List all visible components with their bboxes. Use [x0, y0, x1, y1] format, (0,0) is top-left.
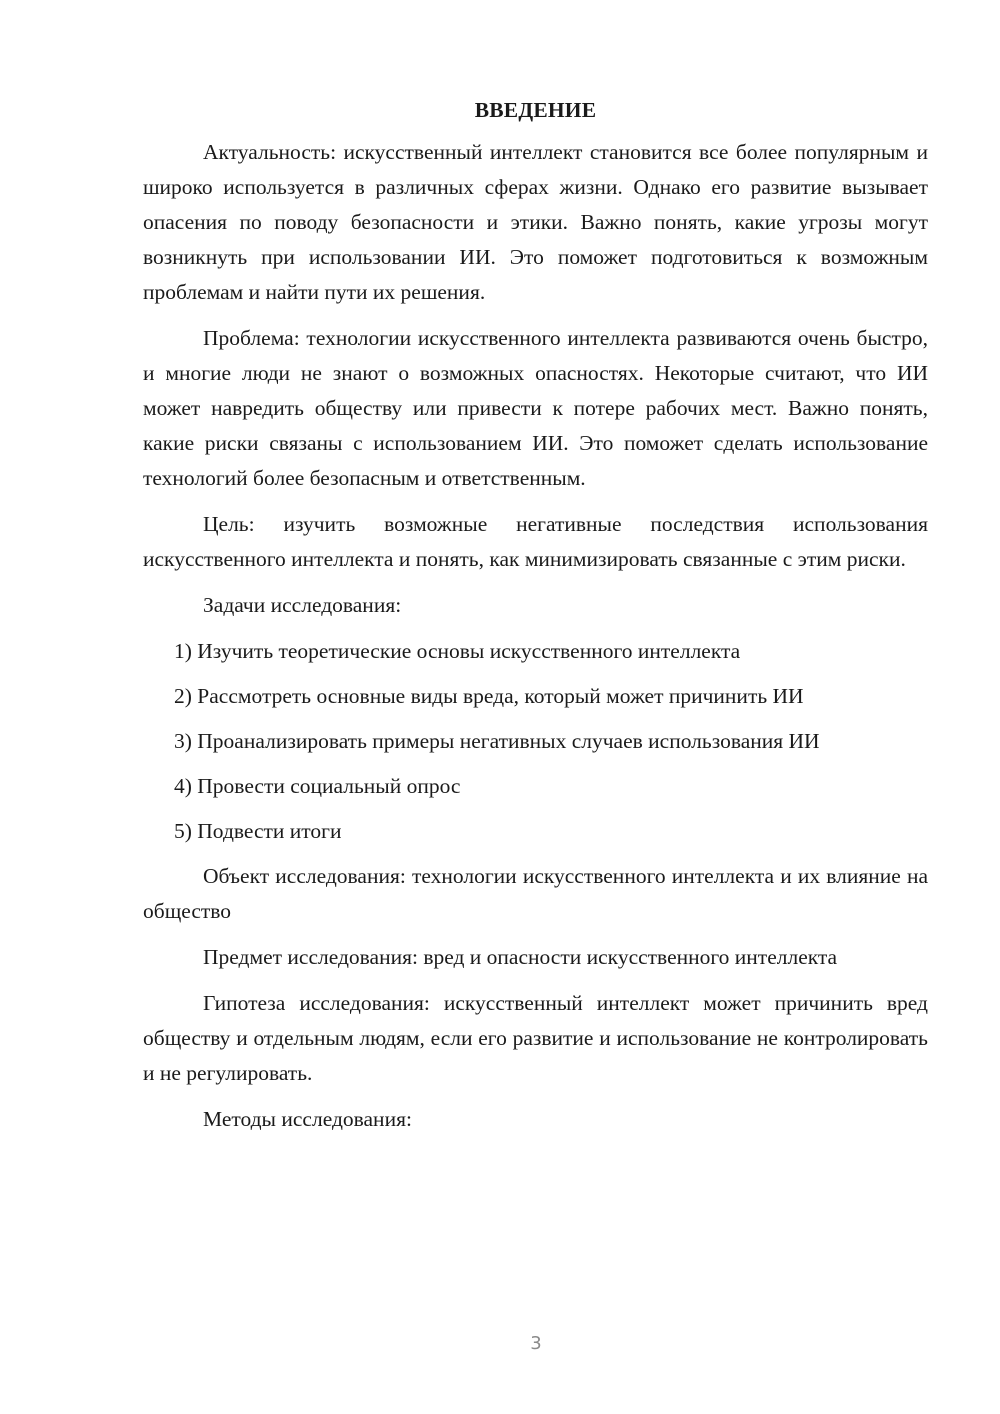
document-page: [143, 95, 928, 1148]
task-item: 4) Провести социальный опрос: [174, 774, 461, 798]
relevance-paragraph: Актуальность: искусственный интеллект становится все более популярным и широко используется в различных сферах жизни. Однако его развитие вызывает опасения по поводу безопасности и этики. Важно понять, какие угрозы могут возникнуть при использовании ИИ. Это поможет подготовиться к возможным проблемам и найти пути их решения.: [143, 140, 928, 304]
section-heading: ВВЕДЕНИЕ: [474, 98, 597, 122]
subject-paragraph: Предмет исследования: вред и опасности искусственного интеллекта: [203, 945, 838, 969]
hypothesis-paragraph: Гипотеза исследования: искусственный интеллект может причинить вред обществу и отдельным людям, если его развитие и использование не контролировать и не регулировать.: [143, 991, 928, 1085]
task-item: 2) Рассмотреть основные виды вреда, который может причинить ИИ: [174, 684, 804, 708]
problem-paragraph: Проблема: технологии искусственного интеллекта развиваются очень быстро, и многие люди не знают о возможных опасностях. Некоторые считают, что ИИ может навредить обществу или привести к потере рабочих мест. Важно понять, какие риски связаны с использованием ИИ. Это поможет сделать использование технологий более безопасным и ответственным.: [143, 326, 928, 490]
object-paragraph: Объект исследования: технологии искусственного интеллекта и их влияние на общество: [143, 864, 928, 923]
task-item: 3) Проанализировать примеры негативных случаев использования ИИ: [174, 729, 820, 753]
task-item: 1) Изучить теоретические основы искусственного интеллекта: [174, 639, 741, 663]
methods-heading: Методы исследования:: [203, 1107, 412, 1131]
tasks-list: [143, 634, 928, 849]
goal-paragraph: Цель: изучить возможные негативные последствия использования искусственного интеллекта и понять, как минимизировать связанные с этим риски.: [143, 512, 928, 571]
task-item: 5) Подвести итоги: [174, 819, 342, 843]
page-number: 3: [530, 1333, 542, 1354]
tasks-heading: Задачи исследования:: [203, 593, 402, 617]
